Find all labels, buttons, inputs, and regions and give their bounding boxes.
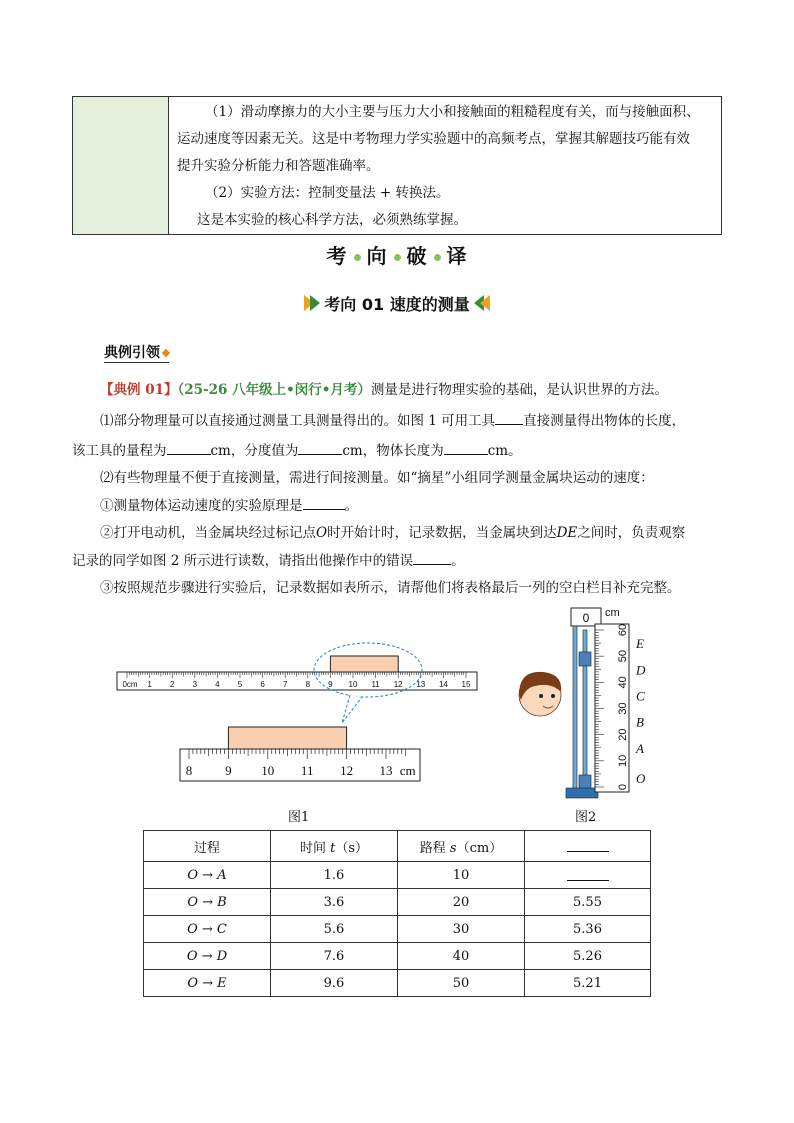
ruler-label: 9 — [225, 763, 232, 778]
summary-line: （1）滑动摩擦力的大小主要与压力大小和接触面的粗糙程度有关，而与接触面积、 — [205, 104, 700, 120]
scale-label: 30 — [617, 702, 629, 715]
summary-line: 运动速度等因素无关。这是中考物理力学实验题中的高频考点，掌握其解题技巧能有效 — [177, 131, 690, 147]
question-2-1: ①测量物体运动速度的实验原理是 。 — [100, 495, 750, 516]
question-2: ⑵有些物理量不便于直接测量，需进行间接测量。如“摘星”小组同学测量金属块运动的速度： — [100, 470, 654, 486]
ruler-label: 13 — [416, 680, 426, 689]
scale-label: 0 — [617, 783, 629, 791]
table-row: O → D 7.6 40 5.26 — [144, 943, 651, 970]
header-distance: 路程 s（cm） — [398, 831, 525, 862]
answer-blank — [298, 440, 342, 455]
ruler-label: 12 — [340, 763, 354, 778]
scale-label: 20 — [617, 728, 629, 741]
section-title: 考 向 破 译 — [326, 244, 468, 268]
ruler-label: 8 — [185, 763, 193, 778]
ruler-label: 8 — [305, 680, 311, 689]
table-header-row — [144, 831, 651, 862]
object-block-zoom — [228, 727, 346, 749]
ruler-label: 11 — [371, 680, 380, 689]
data-table — [143, 830, 651, 997]
answer-blank — [167, 440, 211, 455]
figure-2-vertical-ruler — [505, 600, 665, 805]
point-label: C — [636, 688, 645, 704]
example-header: 【典例 01】（25-26 八年级上•闵行•月考）测量是进行物理实验的基础，是认识世界的方法。 — [100, 382, 668, 398]
summary-line: （2）实验方法：控制变量法 + 转换法。 — [205, 185, 450, 201]
ruler-label: 2 — [169, 680, 175, 689]
table-row: O → A 1.6 10 — [144, 862, 651, 889]
ruler-label: cm — [399, 763, 416, 778]
ruler-label: 9 — [328, 680, 333, 689]
question-2-2-cont: 记录的同学如图 2 所示进行读数，请指出他操作中的错误 。 — [72, 550, 722, 571]
scale-label: 50 — [617, 650, 629, 663]
point-label: A — [636, 740, 644, 756]
scale-label: 40 — [617, 676, 629, 689]
ruler-label: 15 — [461, 680, 471, 689]
table-row: O → C 5.6 30 5.36 — [144, 916, 651, 943]
ruler-label: 4 — [215, 680, 220, 689]
scale-label: 10 — [617, 754, 629, 767]
question-2-2: ②打开电动机，当金属块经过标记点O时开始计时，记录数据，当金属块到达DE之间时，负责观察 — [100, 525, 686, 541]
table-row: O → E 9.6 50 5.21 — [144, 970, 651, 997]
answer-blank — [567, 837, 609, 852]
answer-blank — [444, 440, 488, 455]
point-label: D — [636, 662, 646, 678]
scale-label: 60 — [617, 623, 629, 637]
ruler-label: 11 — [300, 763, 314, 778]
summary-line: 这是本实验的核心科学方法，必须熟练掌握。 — [197, 212, 467, 228]
header-process: 过程 — [144, 831, 271, 862]
ruler-label: 13 — [379, 763, 393, 778]
table-row: O → B 3.6 20 5.55 — [144, 889, 651, 916]
summary-line: 提升实验分析能力和答题准确率。 — [177, 158, 380, 174]
question-1-line1: ⑴部分物理量可以直接通过测量工具测量得出的。如图 1 可用工具 直接测量得出物体的长度， — [100, 410, 750, 431]
question-2-3: ③按照规范步骤进行实验后，记录数据如表所示，请帮他们将表格最后一列的空白栏目补充完整。 — [100, 580, 681, 596]
ruler-label: 10 — [261, 763, 275, 778]
point-label: O — [636, 771, 646, 786]
ruler-label: 14 — [438, 680, 448, 689]
arrow-left-icon — [480, 295, 490, 311]
ruler-label: 0cm — [122, 680, 138, 689]
arrow-right-icon — [310, 295, 320, 311]
lead-label: 典例引领 — [104, 342, 169, 363]
point-label: B — [636, 714, 644, 730]
figure-1-caption: 图1 — [288, 810, 310, 825]
dot-separator — [354, 254, 361, 261]
answer-blank — [567, 866, 609, 881]
point-label: E — [636, 636, 644, 652]
header-blank — [525, 831, 651, 862]
answer-blank — [495, 410, 523, 425]
ruler-label: 3 — [192, 680, 198, 689]
question-1-line2: 该工具的量程为 cm，分度值为 cm，物体长度为 cm。 — [72, 440, 722, 461]
ruler-label: 10 — [348, 680, 358, 689]
header-time: 时间 t（s） — [271, 831, 398, 862]
svg-text:0: 0 — [582, 611, 590, 625]
ruler-label: 12 — [393, 680, 403, 689]
summary-label-cell — [73, 97, 169, 235]
ruler-label: 6 — [260, 680, 265, 689]
guide-rail — [573, 626, 577, 790]
observer-face — [519, 672, 561, 716]
zoom-pointer — [342, 695, 362, 723]
summary-content-cell — [169, 97, 722, 235]
object-block — [330, 656, 398, 672]
dot-separator — [434, 254, 441, 261]
ruler-label: 7 — [282, 680, 288, 689]
base — [566, 788, 598, 798]
metal-block — [579, 775, 591, 789]
dot-separator — [394, 254, 401, 261]
ruler-label: 1 — [147, 680, 152, 689]
figure-2-caption: 图2 — [575, 810, 597, 825]
figure-1-rulers — [110, 635, 490, 800]
svg-text:cm: cm — [605, 607, 620, 619]
ruler-label: 5 — [237, 680, 243, 689]
answer-blank — [413, 550, 451, 565]
example-tag: 【典例 01】 — [100, 382, 178, 398]
metal-block — [579, 652, 591, 666]
answer-blank — [303, 495, 345, 510]
example-source: （25-26 八年级上•闵行•月考） — [177, 382, 371, 398]
method-summary-table — [72, 96, 722, 235]
diamond-icon — [162, 349, 170, 357]
subsection-title: 考向 01 速度的测量 — [0, 292, 794, 315]
